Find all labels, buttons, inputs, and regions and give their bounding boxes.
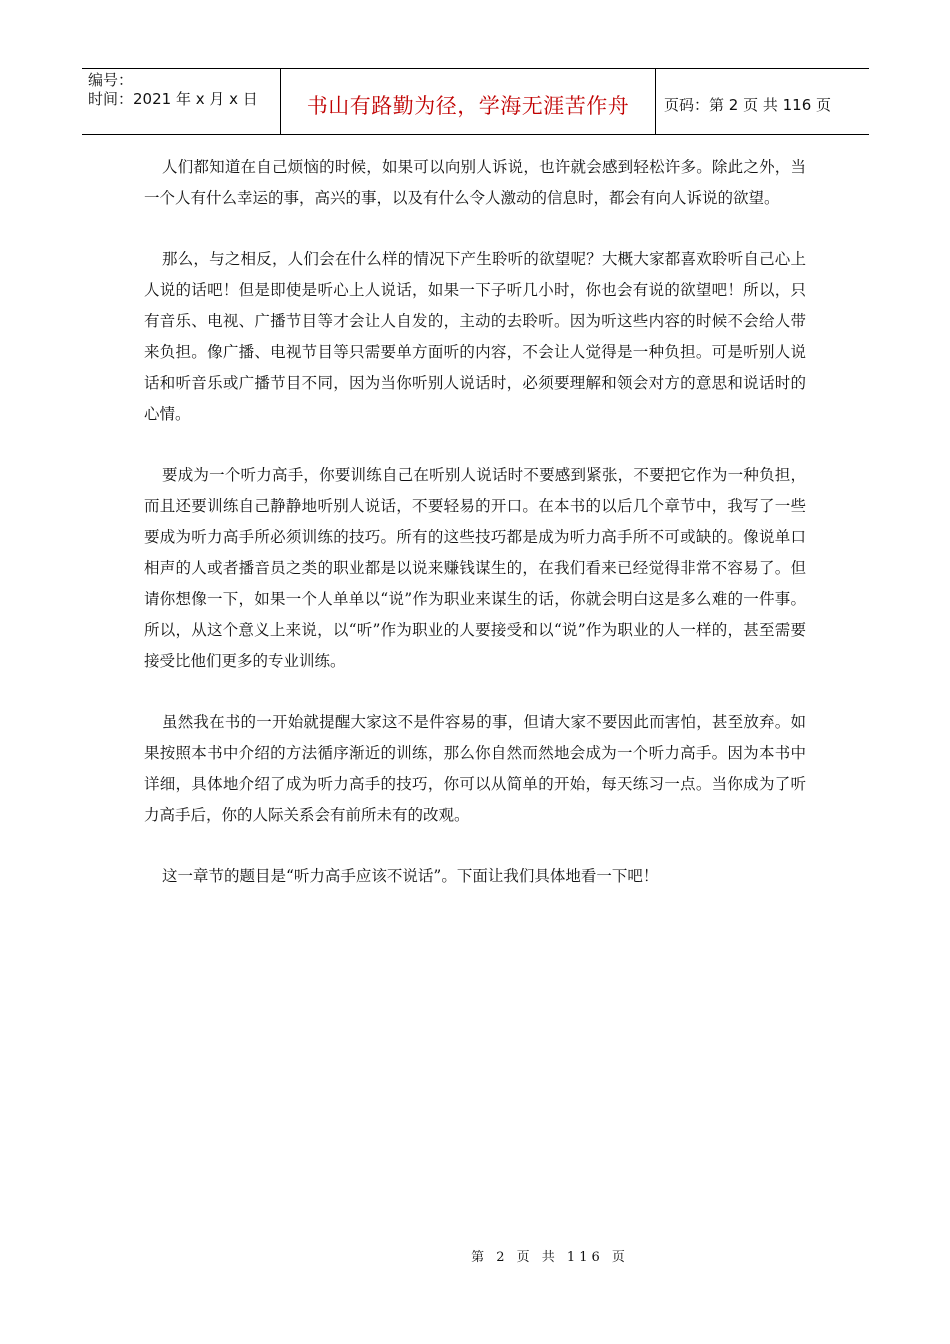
paragraph: 要成为一个听力高手，你要训练自己在听别人说话时不要感到紧张，不要把它作为一种负担，而且还要训练自己静静地听别人说话，不要轻易的开口。在本书的以后几个章节中，我写了一些要成为听力高手所必须训练的技巧。所有的这些技巧都是成为听力高手所不可或缺的。像说单口相声的人或者播音员之类的职业都是以说来赚钱谋生的，在我们看来已经觉得非常不容易了。但请你想像一下，如果一个人单单以“说”作为职业来谋生的话，你就会明白这是多么难的一件事。所以，从这个意义上来说，以“听”作为职业的人要接受和以“说”作为职业的人一样的，甚至需要接受比他们更多的专业训练。: [144, 466, 806, 670]
paragraph: 这一章节的题目是“听力高手应该不说话”。下面让我们具体地看一下吧！: [162, 867, 659, 885]
document-time-label: 时间：2021 年 x 月 x 日: [88, 90, 258, 108]
paragraph: 那么，与之相反，人们会在什么样的情况下产生聆听的欲望呢？大概大家都喜欢聆听自己心上人说的话吧！但是即使是听心上人说话，如果一下子听几小时，你也会有说的欲望吧！所以，只有音乐、电视、广播节目等才会让人自发的，主动的去聆听。因为听这些内容的时候不会给人带来负担。像广播、电视节目等只需要单方面听的内容，不会让人觉得是一种负担。可是听别人说话和听音乐或广播节目不同，因为当你听别人说话时，必须要理解和领会对方的意思和说话时的心情。: [144, 250, 806, 423]
page-footer: 第 2 页 共 116 页: [471, 1250, 629, 1265]
paragraph: 人们都知道在自己烦恼的时候，如果可以向别人诉说，也许就会感到轻松许多。除此之外，当一个人有什么幸运的事，高兴的事，以及有什么令人激动的信息时，都会有向人诉说的欲望。: [144, 158, 806, 207]
header-info-cell: [82, 69, 281, 134]
page-header: [82, 68, 869, 135]
document-body: [144, 152, 806, 922]
header-motto: 书山有路勤为径，学海无涯苦作舟: [281, 69, 656, 134]
document-number-label: 编号：: [88, 71, 134, 89]
paragraph: 虽然我在书的一开始就提醒大家这不是件容易的事，但请大家不要因此而害怕，甚至放弃。如果按照本书中介绍的方法循序渐近的训练，那么你自然而然地会成为一个听力高手。因为本书中详细，具体地介绍了成为听力高手的技巧，你可以从简单的开始，每天练习一点。当你成为了听力高手后，你的人际关系会有前所未有的改观。: [144, 713, 806, 824]
header-page-label: 页码：第 2 页 共 116 页: [664, 96, 832, 114]
